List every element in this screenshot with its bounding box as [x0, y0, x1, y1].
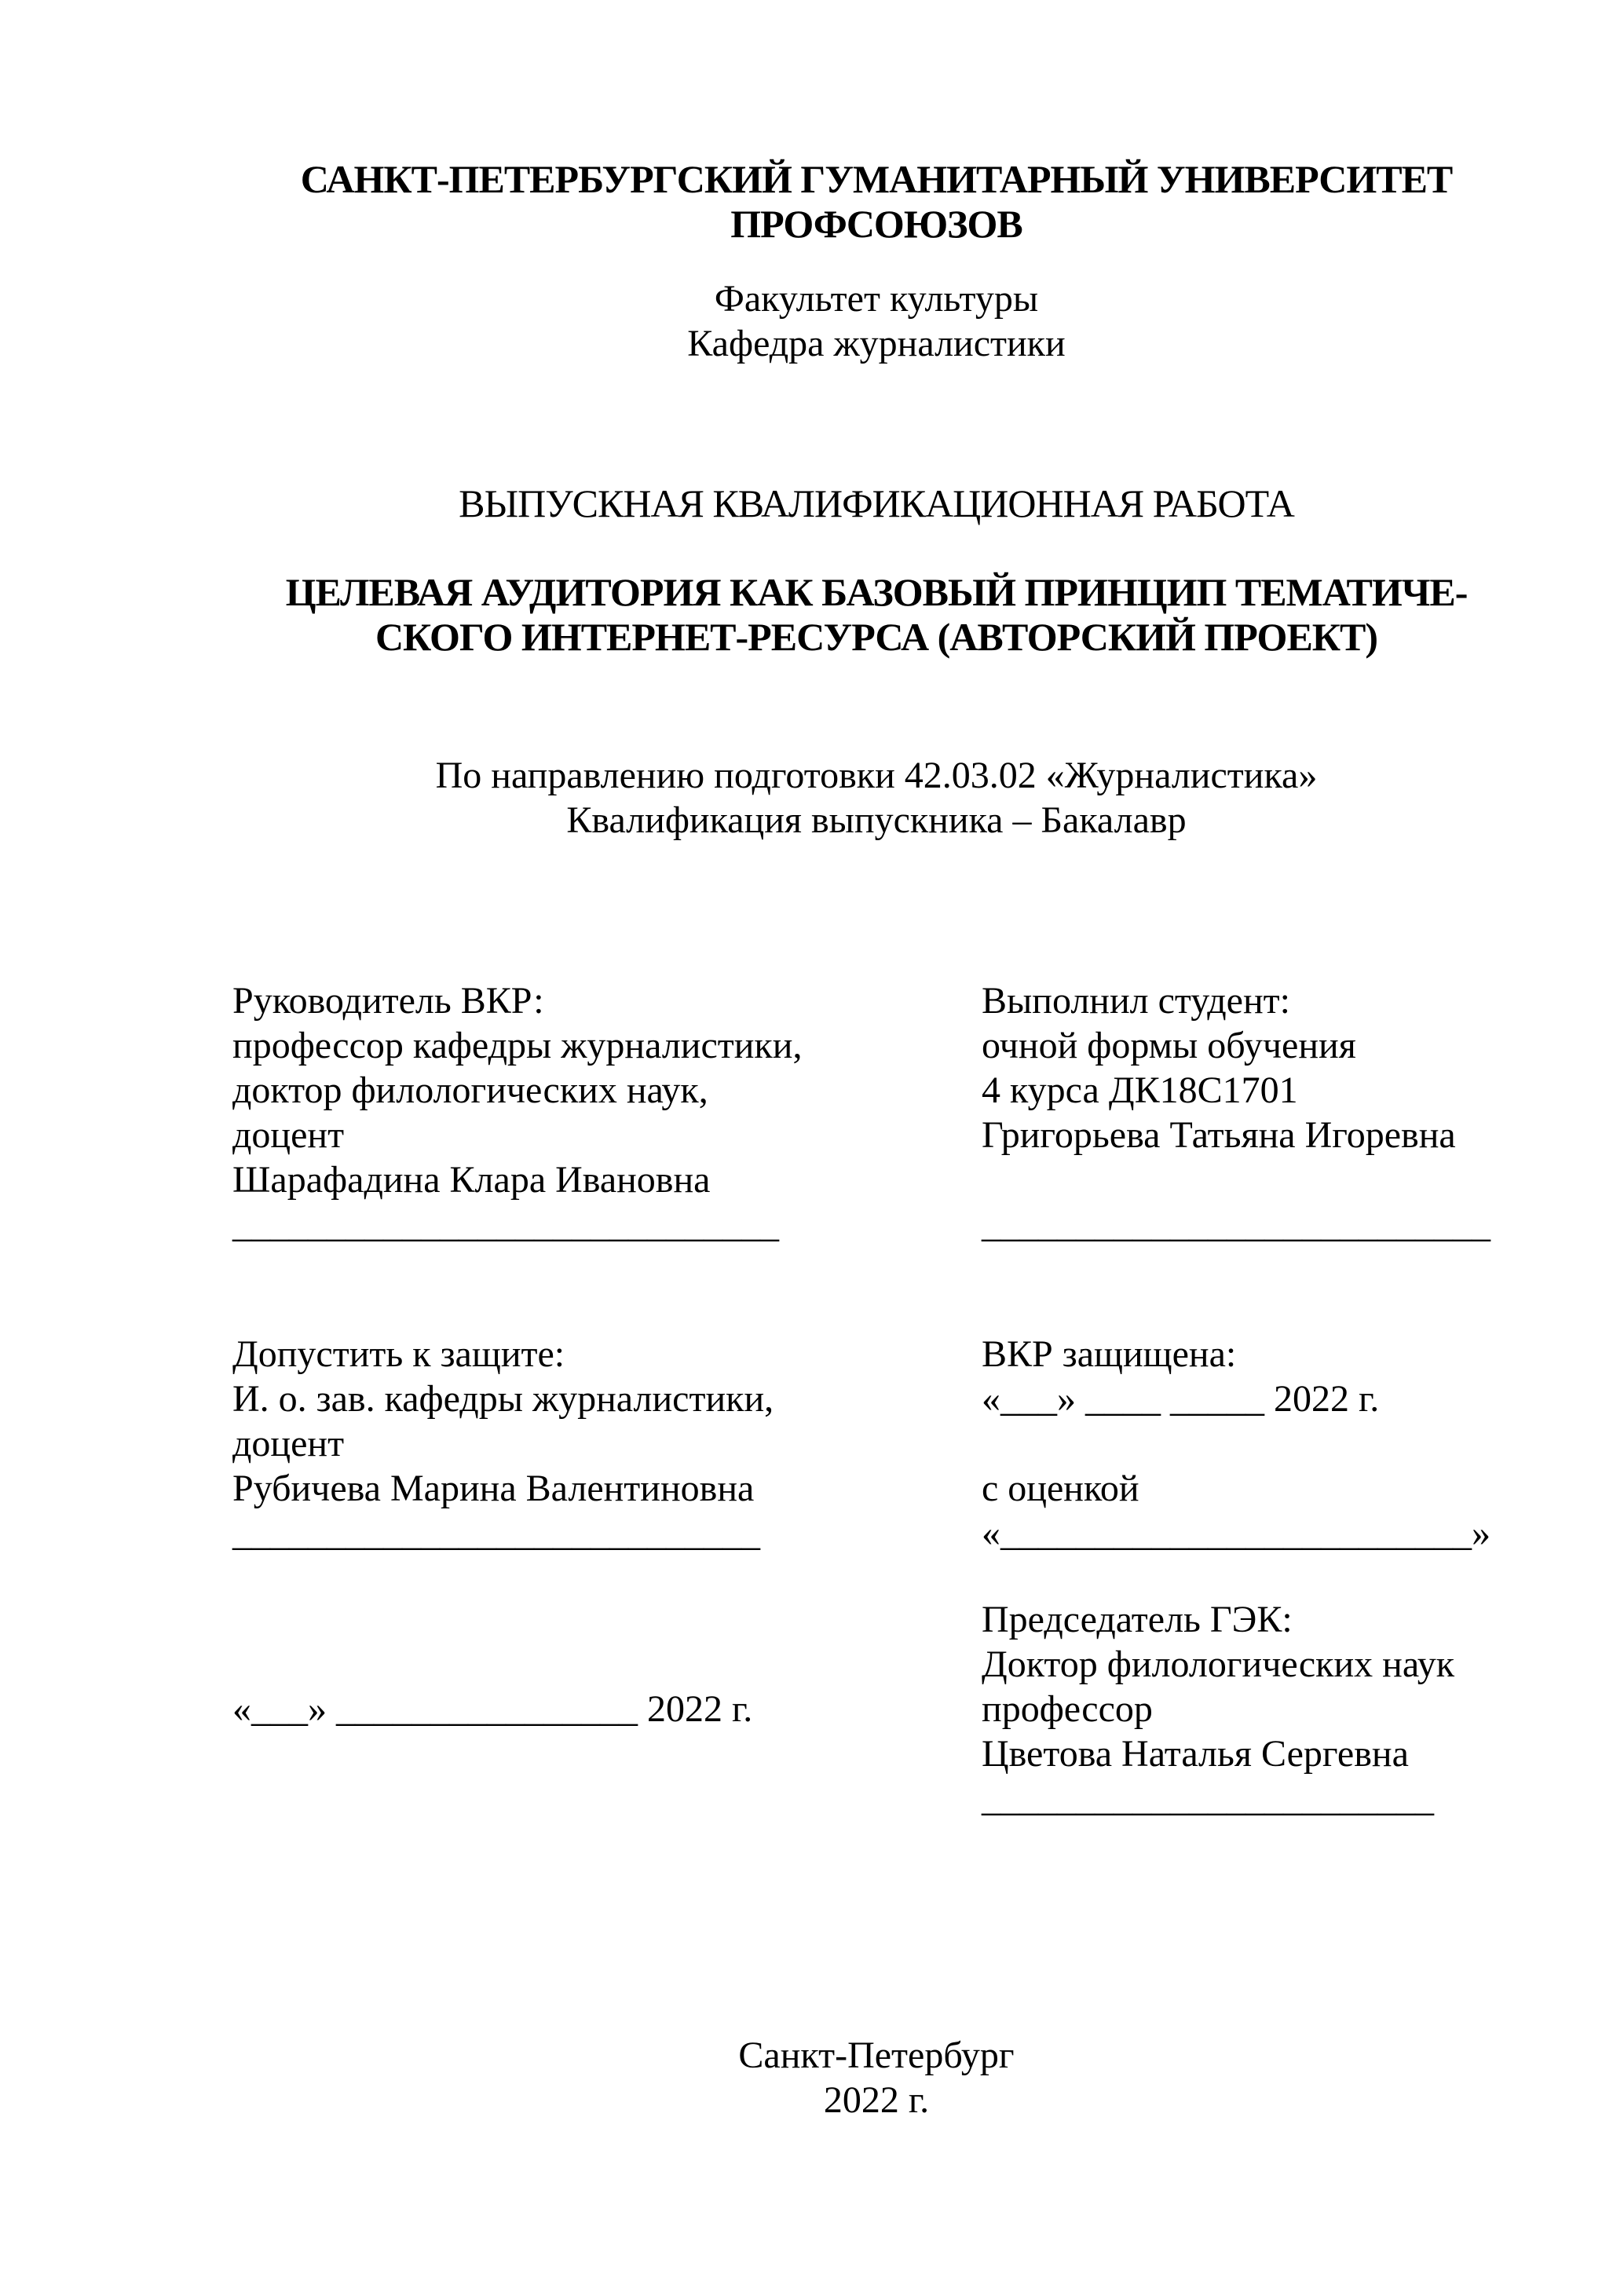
footer-city: Санкт-Петербург — [738, 2035, 1015, 2076]
university-name-line1: САНКТ-ПЕТЕРБУРГСКИЙ ГУМАНИТАРНЫЙ УНИВЕРСИТЕТ — [300, 157, 1453, 201]
chairman-name: Цветова Наталья Сергевна — [982, 1733, 1409, 1775]
admission-name: Рубичева Марина Валентиновна — [232, 1468, 755, 1509]
thesis-title-line1: ЦЕЛЕВАЯ АУДИТОРИЯ КАК БАЗОВЫЙ ПРИНЦИП ТЕМАТИЧЕ- — [285, 570, 1468, 614]
chairman-signature-line: ________________________ — [982, 1778, 1434, 1819]
spacer-line — [982, 1421, 1531, 1466]
admission-label: Допустить к защите: — [232, 1333, 565, 1375]
supervisor-position-line1: профессор кафедры журналистики, — [232, 1025, 803, 1066]
footer-block — [232, 2033, 1520, 2122]
faculty-block — [232, 276, 1520, 366]
work-type-block — [232, 481, 1520, 526]
supervisor-position-line2: доктор филологических наук, — [232, 1069, 708, 1111]
defense-label: ВКР защищена: — [982, 1333, 1237, 1375]
thesis-title-line2: СКОГО ИНТЕРНЕТ-РЕСУРСА (АВТОРСКИЙ ПРОЕКТ) — [375, 615, 1378, 659]
student-signature-line: ___________________________ — [982, 1204, 1490, 1245]
supervisor-position-line3: доцент — [232, 1114, 345, 1156]
admission-date-line: «___» ________________ 2022 г. — [232, 1688, 753, 1730]
supervisor-block — [232, 978, 967, 1247]
student-label: Выполнил студент: — [982, 980, 1290, 1022]
faculty-line: Факультет культуры — [714, 278, 1039, 320]
defense-grade-label: с оценкой — [982, 1468, 1139, 1509]
spacer-line — [232, 1597, 967, 1642]
defense-block — [982, 1332, 1531, 1556]
spacer-line — [232, 1642, 967, 1687]
admission-signature-line: ____________________________ — [232, 1512, 760, 1554]
admission-block — [232, 1332, 967, 1556]
supervisor-label: Руководитель ВКР: — [232, 980, 544, 1022]
thesis-title — [232, 570, 1520, 660]
direction-block — [232, 753, 1520, 843]
student-course-group: 4 курса ДК18С1701 — [982, 1069, 1298, 1111]
university-name-line2: ПРОФСОЮЗОВ — [730, 202, 1022, 246]
student-block — [982, 978, 1531, 1247]
defense-grade-line: «_________________________» — [982, 1512, 1490, 1554]
admission-date-block — [232, 1597, 967, 1731]
university-header — [232, 157, 1520, 247]
direction-line: По направлению подготовки 42.03.02 «Журналистика» — [435, 755, 1318, 796]
admission-position-line2: доцент — [232, 1423, 345, 1464]
chairman-label: Председатель ГЭК: — [982, 1599, 1293, 1640]
department-line: Кафедра журналистики — [687, 323, 1066, 364]
chairman-position-line2: профессор — [982, 1688, 1153, 1730]
defense-date-line: «___» ____ _____ 2022 г. — [982, 1378, 1380, 1420]
footer-year: 2022 г. — [823, 2079, 930, 2121]
student-study-form: очной формы обучения — [982, 1025, 1356, 1066]
student-name: Григорьева Татьяна Игоревна — [982, 1114, 1456, 1156]
admission-position-line1: И. о. зав. кафедры журналистики, — [232, 1378, 774, 1420]
work-type-label: ВЫПУСКНАЯ КВАЛИФИКАЦИОННАЯ РАБОТА — [459, 481, 1294, 525]
supervisor-name: Шарафадина Клара Ивановна — [232, 1159, 711, 1201]
qualification-line: Квалификация выпускника – Бакалавр — [566, 799, 1187, 841]
chairman-block — [982, 1597, 1531, 1821]
chairman-position-line1: Доктор филологических наук — [982, 1643, 1455, 1685]
spacer-line — [982, 1157, 1531, 1202]
supervisor-signature-line: _____________________________ — [232, 1204, 779, 1245]
